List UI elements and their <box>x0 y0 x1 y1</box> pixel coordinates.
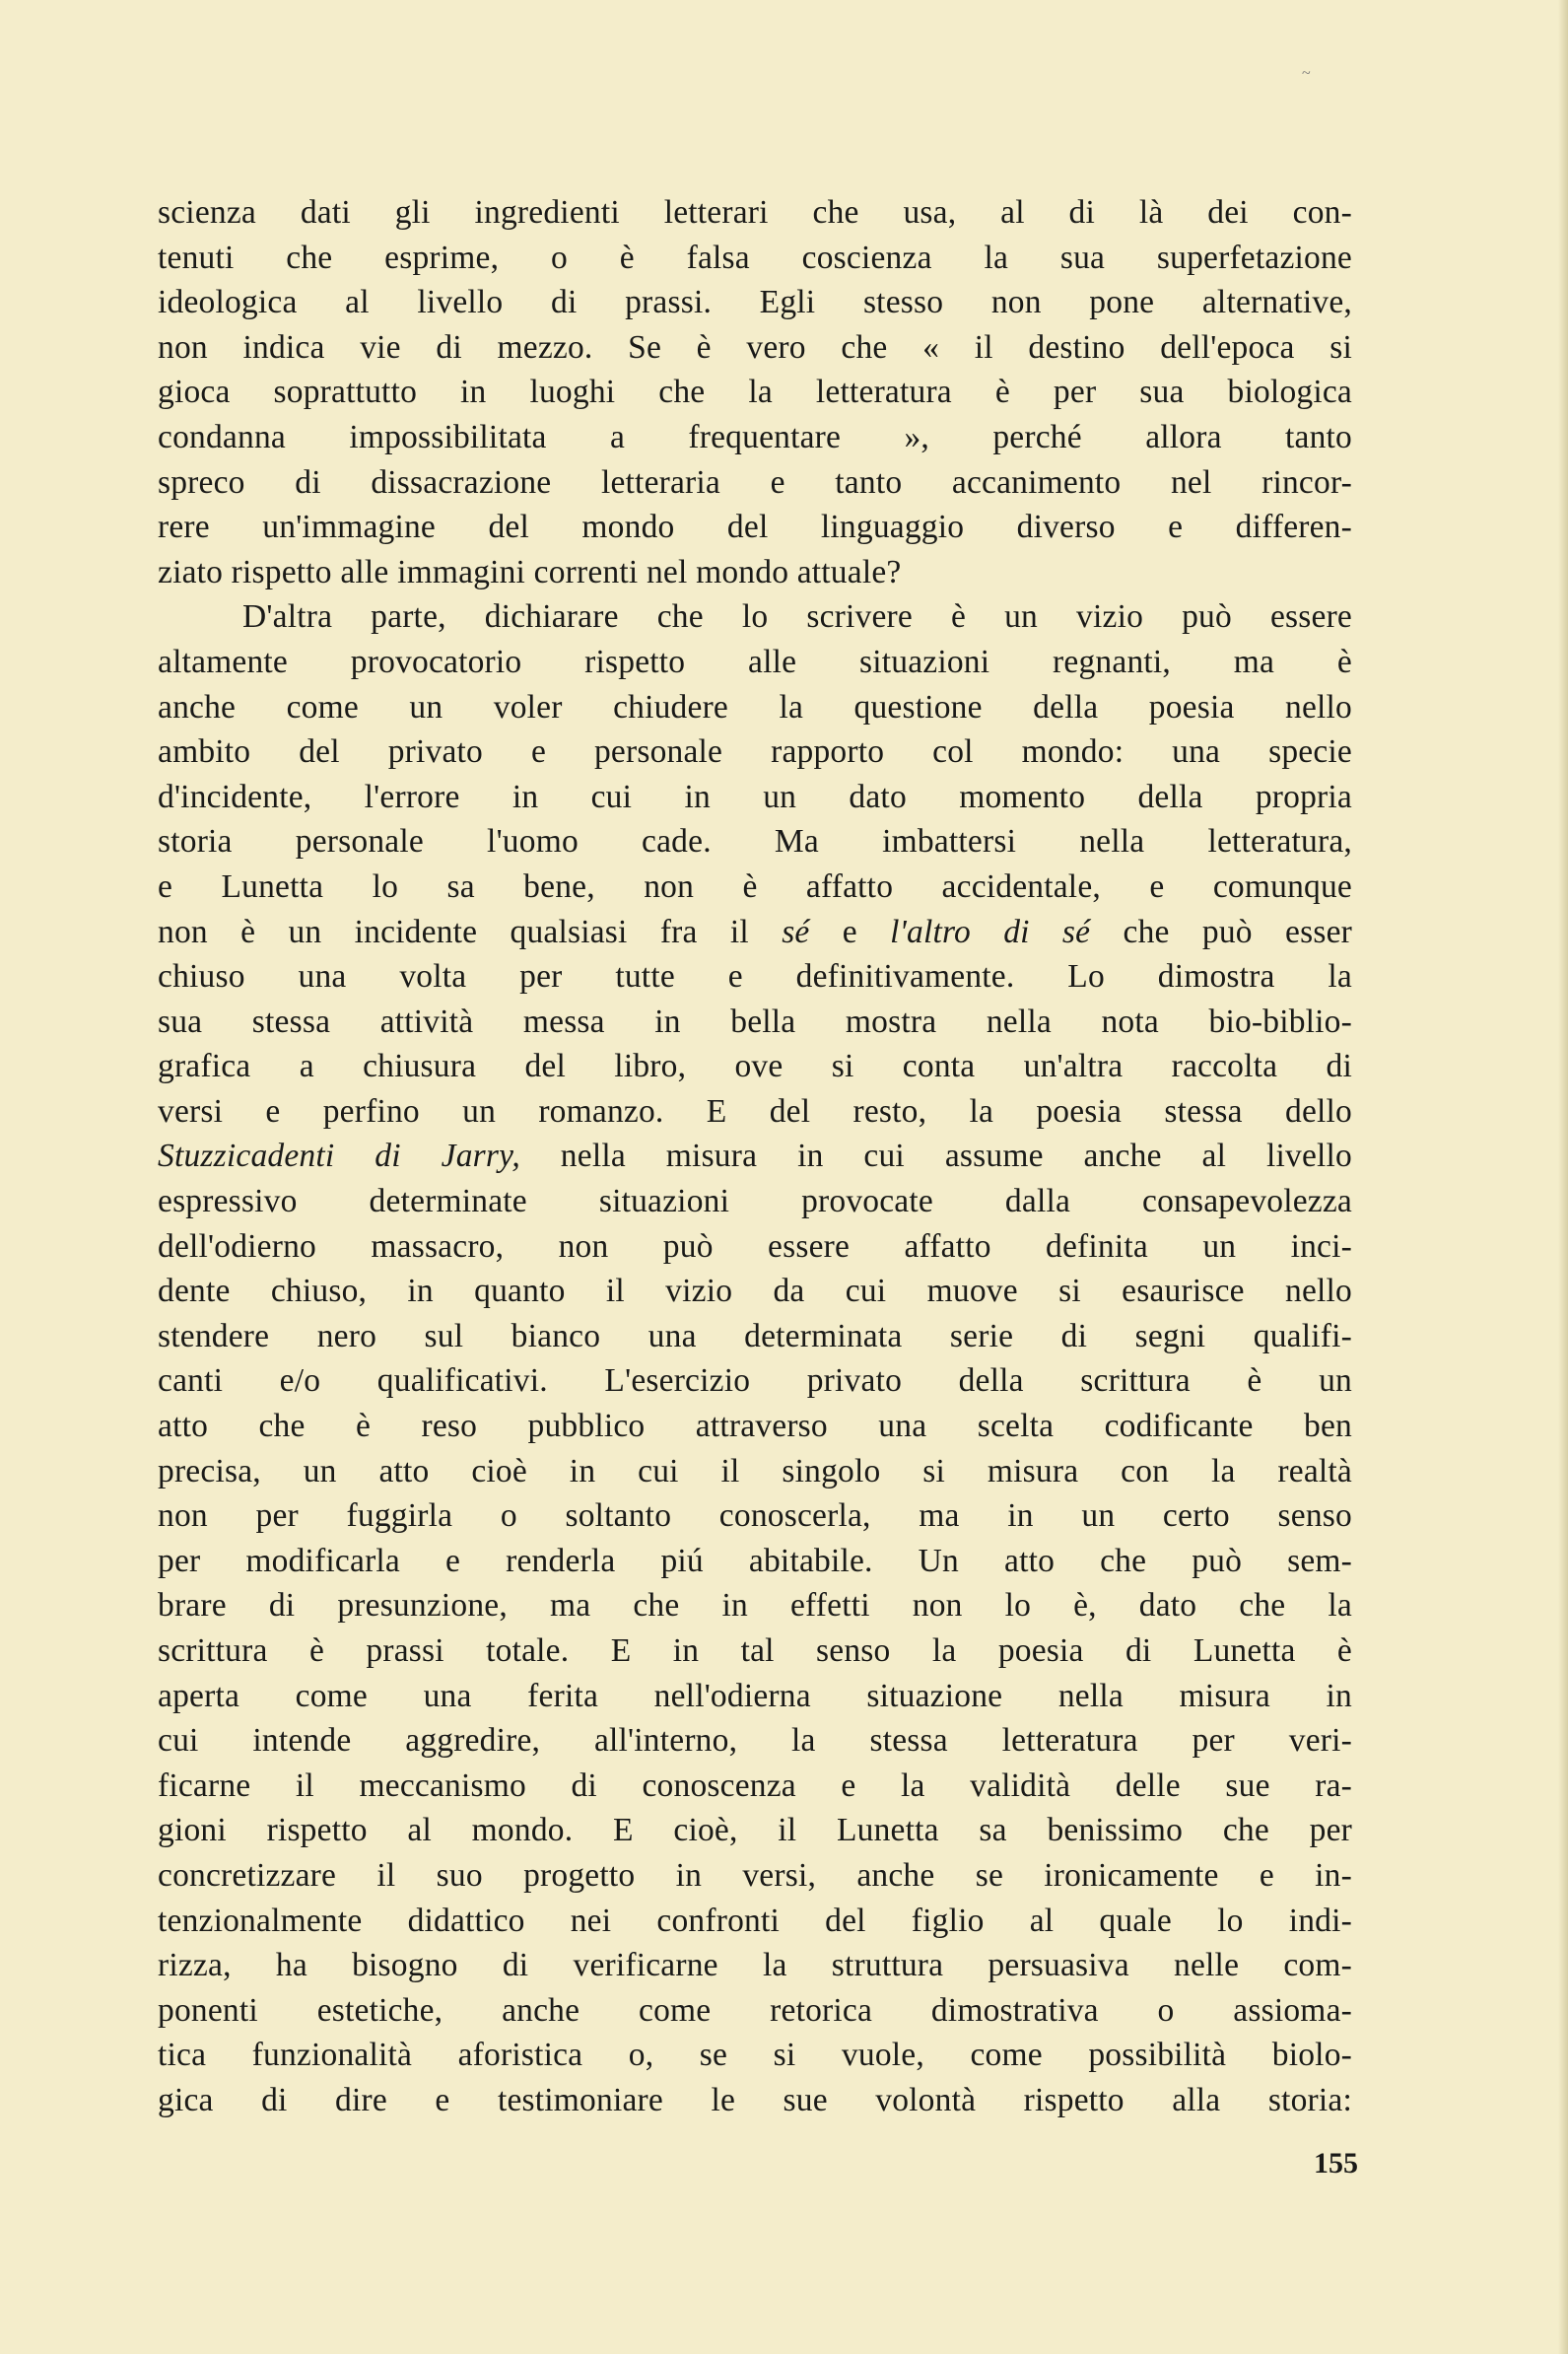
text-line: condanna impossibilitata a frequentare », perché allora tanto <box>158 418 1352 455</box>
text-line: atto che è reso pubblico attraverso una scelta codificante ben <box>158 1408 1352 1445</box>
text-line-with-italics <box>158 910 1352 955</box>
text-line: espressivo determinate situazioni provocate dalla consapevolezza <box>158 1183 1352 1220</box>
text-line: anche come un voler chiudere la questione della poesia nello <box>158 688 1352 726</box>
text-line: ambito del privato e personale rapporto col mondo: una specie <box>158 733 1352 771</box>
text-line: per modificarla e renderla piú abitabile. Un atto che può sem- <box>158 1542 1352 1579</box>
text-line: tenuti che esprime, o è falsa coscienza la sua superfetazione <box>158 239 1352 276</box>
text-line: d'incidente, l'errore in cui in un dato momento della propria <box>158 778 1352 815</box>
scan-mark: ~ <box>1302 65 1311 82</box>
text-line: cui intende aggredire, all'interno, la stessa letteratura per veri- <box>158 1722 1352 1760</box>
text-line: precisa, un atto cioè in cui il singolo si misura con la realtà <box>158 1452 1352 1489</box>
text-line: tica funzionalità aforistica o, se si vuole, come possibilità biolo- <box>158 2037 1352 2074</box>
text-line: dell'odierno massacro, non può essere affatto definita un inci- <box>158 1227 1352 1265</box>
paragraph-start-line: D'altra parte, dichiarare che lo scrivere è un vizio può essere <box>242 598 1352 636</box>
text-line: rizza, ha bisogno di verificarne la struttura persuasiva nelle com- <box>158 1947 1352 1984</box>
text-line: brare di presunzione, ma che in effetti non lo è, dato che la <box>158 1587 1352 1625</box>
text-line: versi e perfino un romanzo. E del resto, la poesia stessa dello <box>158 1092 1352 1130</box>
text-line: concretizzare il suo progetto in versi, anche se ironicamente e in- <box>158 1856 1352 1894</box>
text-line: altamente provocatorio rispetto alle situazioni regnanti, ma è <box>158 643 1352 680</box>
text-line: scienza dati gli ingredienti letterari che usa, al di là dei con- <box>158 194 1352 231</box>
text-line: rere un'immagine del mondo del linguaggio diverso e differen- <box>158 509 1352 546</box>
italic-phrase: l'altro di sé <box>890 913 1091 950</box>
text-line: ideologica al livello di prassi. Egli stesso non pone alternative, <box>158 284 1352 321</box>
text-line: e Lunetta lo sa bene, non è affatto accidentale, e comunque <box>158 867 1352 905</box>
text-line: gioni rispetto al mondo. E cioè, il Lunetta sa benissimo che per <box>158 1812 1352 1849</box>
italic-title: Stuzzicadenti di Jarry, <box>158 1138 520 1175</box>
text-line: aperta come una ferita nell'odierna situazione nella misura in <box>158 1677 1352 1714</box>
text-line: ziato rispetto alle immagini correnti nel mondo attuale? <box>158 553 902 590</box>
body-text <box>158 190 1352 2123</box>
text-line: non per fuggirla o soltanto conoscerla, ma in un certo senso <box>158 1497 1352 1535</box>
line-segment: e <box>809 913 891 950</box>
line-segment: nella misura in cui assume anche al livello <box>519 1138 1352 1175</box>
italic-phrase: sé <box>782 913 810 950</box>
text-line-with-italics <box>158 1134 1352 1179</box>
text-line: canti e/o qualificativi. L'esercizio privato della scrittura è un <box>158 1362 1352 1400</box>
text-line: stendere nero sul bianco una determinata serie di segni qualifi- <box>158 1317 1352 1354</box>
text-line: scrittura è prassi totale. E in tal senso la poesia di Lunetta è <box>158 1632 1352 1669</box>
text-line: gica di dire e testimoniare le sue volontà rispetto alla storia: <box>158 2081 1352 2118</box>
text-line: grafica a chiusura del libro, ove si conta un'altra raccolta di <box>158 1048 1352 1085</box>
line-segment: che può esser <box>1090 913 1352 950</box>
text-line: spreco di dissacrazione letteraria e tanto accanimento nel rincor- <box>158 463 1352 501</box>
text-line: gioca soprattutto in luoghi che la letteratura è per sua biologica <box>158 374 1352 411</box>
text-line: non indica vie di mezzo. Se è vero che « il destino dell'epoca si <box>158 328 1352 366</box>
page-number: 155 <box>1314 2147 1358 2180</box>
text-line: ponenti estetiche, anche come retorica dimostrativa o assioma- <box>158 1991 1352 2029</box>
text-line: sua stessa attività messa in bella mostra nella nota bio-biblio- <box>158 1003 1352 1040</box>
text-line: ficarne il meccanismo di conoscenza e la validità delle sue ra- <box>158 1766 1352 1804</box>
text-line: tenzionalmente didattico nei confronti del figlio al quale lo indi- <box>158 1902 1352 1939</box>
text-line: storia personale l'uomo cade. Ma imbattersi nella letteratura, <box>158 823 1352 861</box>
text-line: dente chiuso, in quanto il vizio da cui muove si esaurisce nello <box>158 1273 1352 1310</box>
text-line: chiuso una volta per tutte e definitivamente. Lo dimostra la <box>158 958 1352 996</box>
line-segment: non è un incidente qualsiasi fra il <box>158 913 783 950</box>
page-edge <box>1558 0 1568 2354</box>
